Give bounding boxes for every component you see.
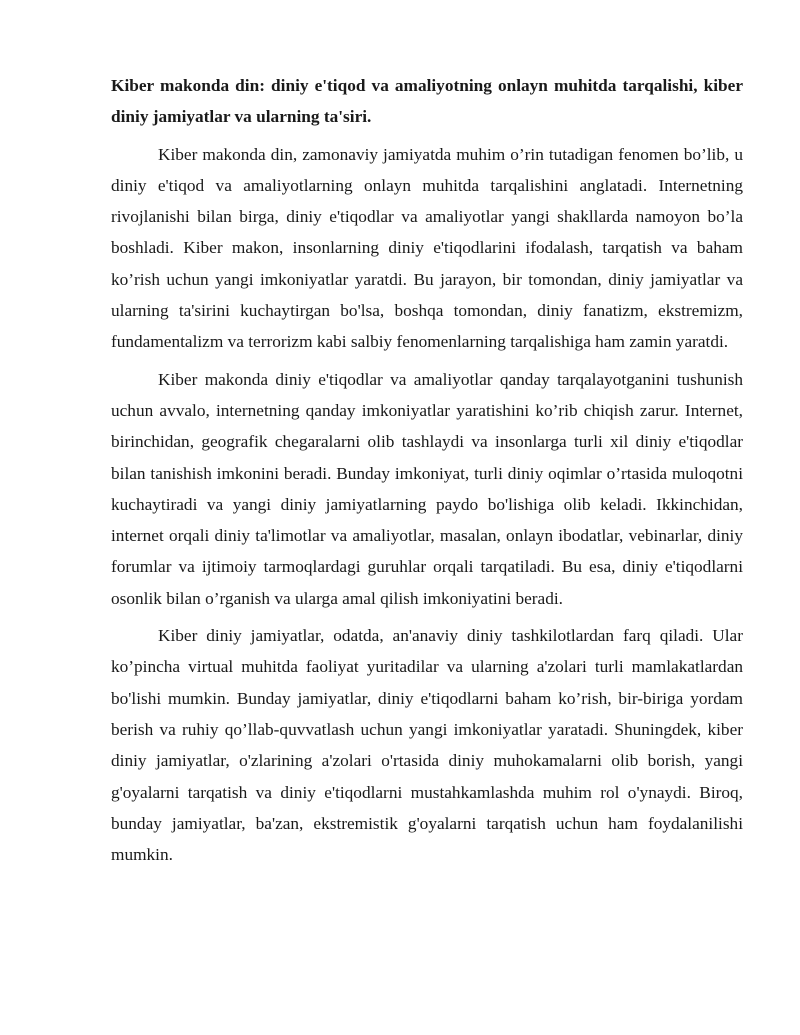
paragraph-1: Kiber makonda din, zamonaviy jamiyatda muhim o’rin tutadigan fenomen bo’lib, u diniy e'tiqod va amaliyotlarning onlayn muhitda tarqalishini anglatadi. Internetning rivojlanishi bilan birga, diniy e'tiqodlar va amaliyotlar yangi shakllarda namoyon bo’la boshladi. Kiber makon, insonlarning diniy e'tiqodlarini ifodalash, tarqatish va baham ko’rish uchun yangi imkoniyatlar yaratdi. Bu jarayon, bir tomondan, diniy jamiyatlar va ularning ta'sirini kuchaytirgan bo'lsa, boshqa tomondan, diniy fanatizm, ekstremizm, fundamentalizm va terrorizm kabi salbiy fenomenlarning tarqalishiga ham zamin yaratdi. — [111, 144, 743, 352]
paragraph-2: Kiber makonda diniy e'tiqodlar va amaliyotlar qanday tarqalayotganini tushunish uchun avvalo, internetning qanday imkoniyatlar yaratishini ko’rib chiqish zarur. Internet, birinchidan, geografik chegaralarni olib tashlaydi va insonlarga turli xil diniy e'tiqodlar bilan tanishish imkonini beradi. Bunday imkoniyat, turli diniy oqimlar o’rtasida muloqotni kuchaytiradi va yangi diniy jamiyatlarning paydo bo'lishiga olib keladi. Ikkinchidan, internet orqali diniy ta'limotlar va amaliyotlar, masalan, onlayn ibodatlar, vebinarlar, diniy forumlar va ijtimoiy tarmoqlardagi guruhlar orqali tarqatiladi. Bu esa, diniy e'tiqodlarni osonlik bilan o’rganish va ularga amal qilish imkoniyatini beradi. — [111, 369, 743, 608]
document-page — [111, 70, 743, 876]
document-heading: Kiber makonda din: diniy e'tiqod va amaliyotning onlayn muhitda tarqalishi, kiber diniy jamiyatlar va ularning ta'siri. — [111, 76, 743, 127]
paragraph-3: Kiber diniy jamiyatlar, odatda, an'anaviy diniy tashkilotlardan farq qiladi. Ular ko’pincha virtual muhitda faoliyat yuritadilar va ularning a'zolari turli mamlakatlardan bo'lishi mumkin. Bunday jamiyatlar, diniy e'tiqodlarni baham ko’rish, bir-biriga yordam berish va ruhiy qo’llab-quvvatlash uchun yangi imkoniyatlar yaratadi. Shuningdek, kiber diniy jamiyatlar, o'zlarining a'zolari o'rtasida diniy muhokamalarni olib borish, yangi g'oyalarni tarqatish va diniy e'tiqodlarni mustahkamlashda muhim rol o'ynaydi. Biroq, bunday jamiyatlar, ba'zan, ekstremistik g'oyalarni tarqatish uchun ham foydalanilishi mumkin. — [111, 626, 743, 865]
